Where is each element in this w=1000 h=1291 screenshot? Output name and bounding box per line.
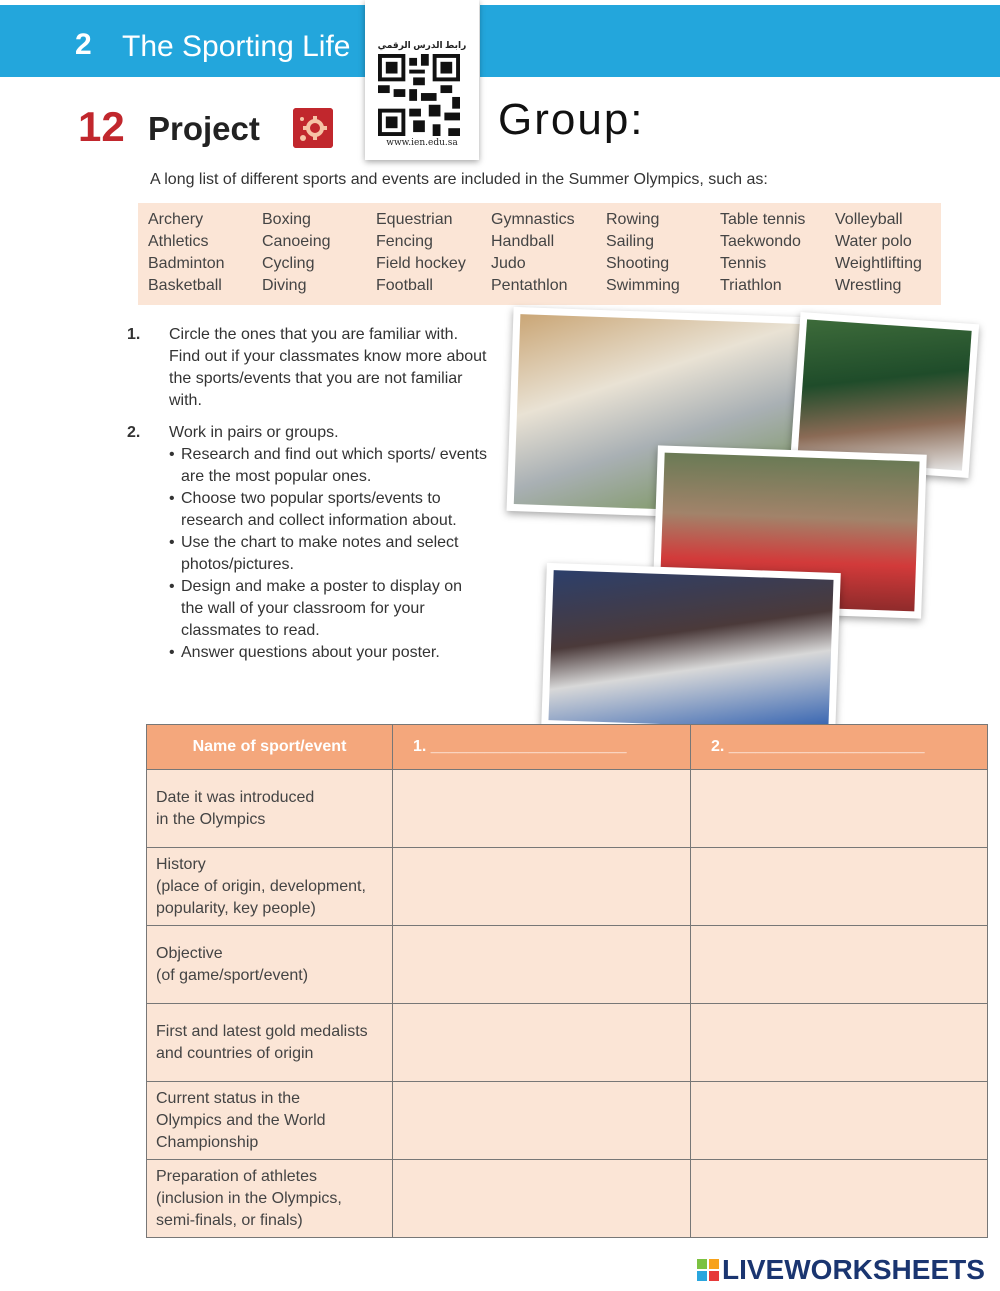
- sport-item: Athletics: [148, 233, 209, 250]
- sport-item: Judo: [491, 255, 526, 272]
- row-label-line: popularity, key people): [156, 899, 316, 917]
- sport-item: Wrestling: [835, 277, 902, 294]
- row-label: [147, 926, 393, 1004]
- intro-text: A long list of different sports and events are included in the Summer Olympics, such as:: [150, 171, 768, 188]
- sport-item: Taekwondo: [720, 233, 801, 250]
- sport-item: Sailing: [606, 233, 655, 250]
- sports-column: [148, 209, 225, 297]
- sports-column: [491, 209, 575, 297]
- table-row: [147, 1082, 988, 1160]
- row-label: [147, 1004, 393, 1082]
- sport-item: Cycling: [262, 255, 315, 272]
- row-label-line: in the Olympics: [156, 810, 266, 828]
- project-title: Project: [148, 110, 260, 147]
- taekwondo-photo: [541, 563, 841, 737]
- row-label-line: Preparation of athletes: [156, 1167, 317, 1185]
- answer-cell[interactable]: [691, 848, 988, 926]
- sports-column: [606, 209, 680, 297]
- sports-column: [262, 209, 331, 297]
- liveworksheets-logo-icon: [697, 1259, 719, 1281]
- sports-column: [720, 209, 805, 297]
- sport-item: Triathlon: [720, 277, 782, 294]
- sports-column: [376, 209, 466, 297]
- gear-icon: [293, 108, 333, 148]
- table-header-row: [147, 725, 988, 770]
- sport-item: Table tennis: [720, 211, 806, 228]
- row-label-line: (place of origin, development,: [156, 877, 366, 895]
- row-label-line: Olympics and the World: [156, 1111, 326, 1129]
- sport-item: Fencing: [376, 233, 433, 250]
- answer-cell[interactable]: [393, 1082, 691, 1160]
- sport-item: Pentathlon: [491, 277, 568, 294]
- qr-code-icon: [377, 54, 461, 136]
- row-label-line: History: [156, 855, 206, 873]
- table-header-cell: 2. ______________________: [691, 725, 988, 770]
- qr-card[interactable]: [365, 0, 479, 160]
- table-row: [147, 1160, 988, 1238]
- answer-cell[interactable]: [691, 1160, 988, 1238]
- sport-item: Boxing: [262, 211, 311, 228]
- instructions: [127, 324, 488, 664]
- sport-item: Diving: [262, 277, 307, 294]
- sport-item: Gymnastics: [491, 211, 575, 228]
- table-header-cell: 1. ______________________: [393, 725, 691, 770]
- sport-item: Water polo: [835, 233, 912, 250]
- step-1-number: 1.: [127, 326, 141, 343]
- sport-item: Equestrian: [376, 211, 453, 228]
- answer-cell[interactable]: [393, 1160, 691, 1238]
- row-label-line: Date it was introduced: [156, 788, 315, 806]
- sport-item: Badminton: [148, 255, 225, 272]
- row-label-line: (of game/sport/event): [156, 966, 309, 984]
- row-label: [147, 770, 393, 848]
- unit-number: 2: [75, 28, 92, 61]
- row-label-line: Objective: [156, 944, 223, 962]
- sports-column: [835, 209, 922, 297]
- step-1-text: Circle the ones that you are familiar with. Find out if your classmates know more about the sports/events that you are not familiar with.: [169, 326, 487, 409]
- row-label-line: and countries of origin: [156, 1044, 314, 1062]
- row-label: [147, 1160, 393, 1238]
- group-label: Group:: [498, 95, 645, 144]
- sport-item: Swimming: [606, 277, 680, 294]
- answer-cell[interactable]: [393, 1004, 691, 1082]
- header-bar-right: [480, 5, 1000, 77]
- table-row: [147, 1004, 988, 1082]
- sport-item: Archery: [148, 211, 204, 228]
- row-label-line: Current status in the: [156, 1089, 301, 1107]
- answer-cell[interactable]: [393, 770, 691, 848]
- qr-caption: رابط الدرس الرقمي: [377, 40, 467, 50]
- answer-cell[interactable]: [691, 1004, 988, 1082]
- step-2: [127, 422, 488, 444]
- project-number: 12: [78, 103, 125, 150]
- answer-cell[interactable]: [393, 848, 691, 926]
- table-row: [147, 770, 988, 848]
- qr-url: www.ien.edu.sa: [386, 138, 458, 148]
- answer-cell[interactable]: [691, 1082, 988, 1160]
- sport-item: Field hockey: [376, 255, 466, 272]
- answer-cell[interactable]: [393, 926, 691, 1004]
- row-label: [147, 1082, 393, 1160]
- row-label-line: First and latest gold medalists: [156, 1022, 368, 1040]
- sport-item: Handball: [491, 233, 555, 250]
- bullet-item: • Answer questions about your poster.: [169, 642, 488, 664]
- sport-item: Canoeing: [262, 233, 331, 250]
- notes-table: [146, 724, 988, 1238]
- answer-cell[interactable]: [691, 770, 988, 848]
- bullet-item: • Research and find out which sports/ events are the most popular ones.: [169, 444, 488, 488]
- bullet-item: • Choose two popular sports/events to research and collect information about.: [169, 488, 488, 532]
- step-2-bullets: [148, 444, 488, 664]
- sport-item: Weightlifting: [835, 255, 922, 272]
- step-2-number: 2.: [127, 424, 141, 441]
- row-label-line: semi-finals, or finals): [156, 1211, 303, 1229]
- step-2-text: Work in pairs or groups.: [169, 424, 339, 441]
- table-row: [147, 848, 988, 926]
- sport-item: Rowing: [606, 211, 660, 228]
- sports-list: [138, 203, 941, 305]
- bullet-item: • Design and make a poster to display on the wall of your classroom for your classmates to read.: [169, 576, 488, 642]
- row-label: [147, 848, 393, 926]
- sport-item: Football: [376, 277, 433, 294]
- table-header-cell: Name of sport/event: [147, 725, 393, 770]
- unit-title: The Sporting Life: [122, 30, 351, 63]
- bullet-item: • Use the chart to make notes and select photos/pictures.: [169, 532, 488, 576]
- sport-item: Basketball: [148, 277, 222, 294]
- sport-item: Shooting: [606, 255, 670, 272]
- table-row: [147, 926, 988, 1004]
- answer-cell[interactable]: [691, 926, 988, 1004]
- row-label-line: Championship: [156, 1133, 259, 1151]
- row-label-line: (inclusion in the Olympics,: [156, 1189, 342, 1207]
- sport-item: Volleyball: [835, 211, 903, 228]
- liveworksheets-logo[interactable]: LIVEWORKSHEETS: [722, 1254, 985, 1285]
- step-1: [127, 324, 488, 412]
- sport-item: Tennis: [720, 255, 767, 272]
